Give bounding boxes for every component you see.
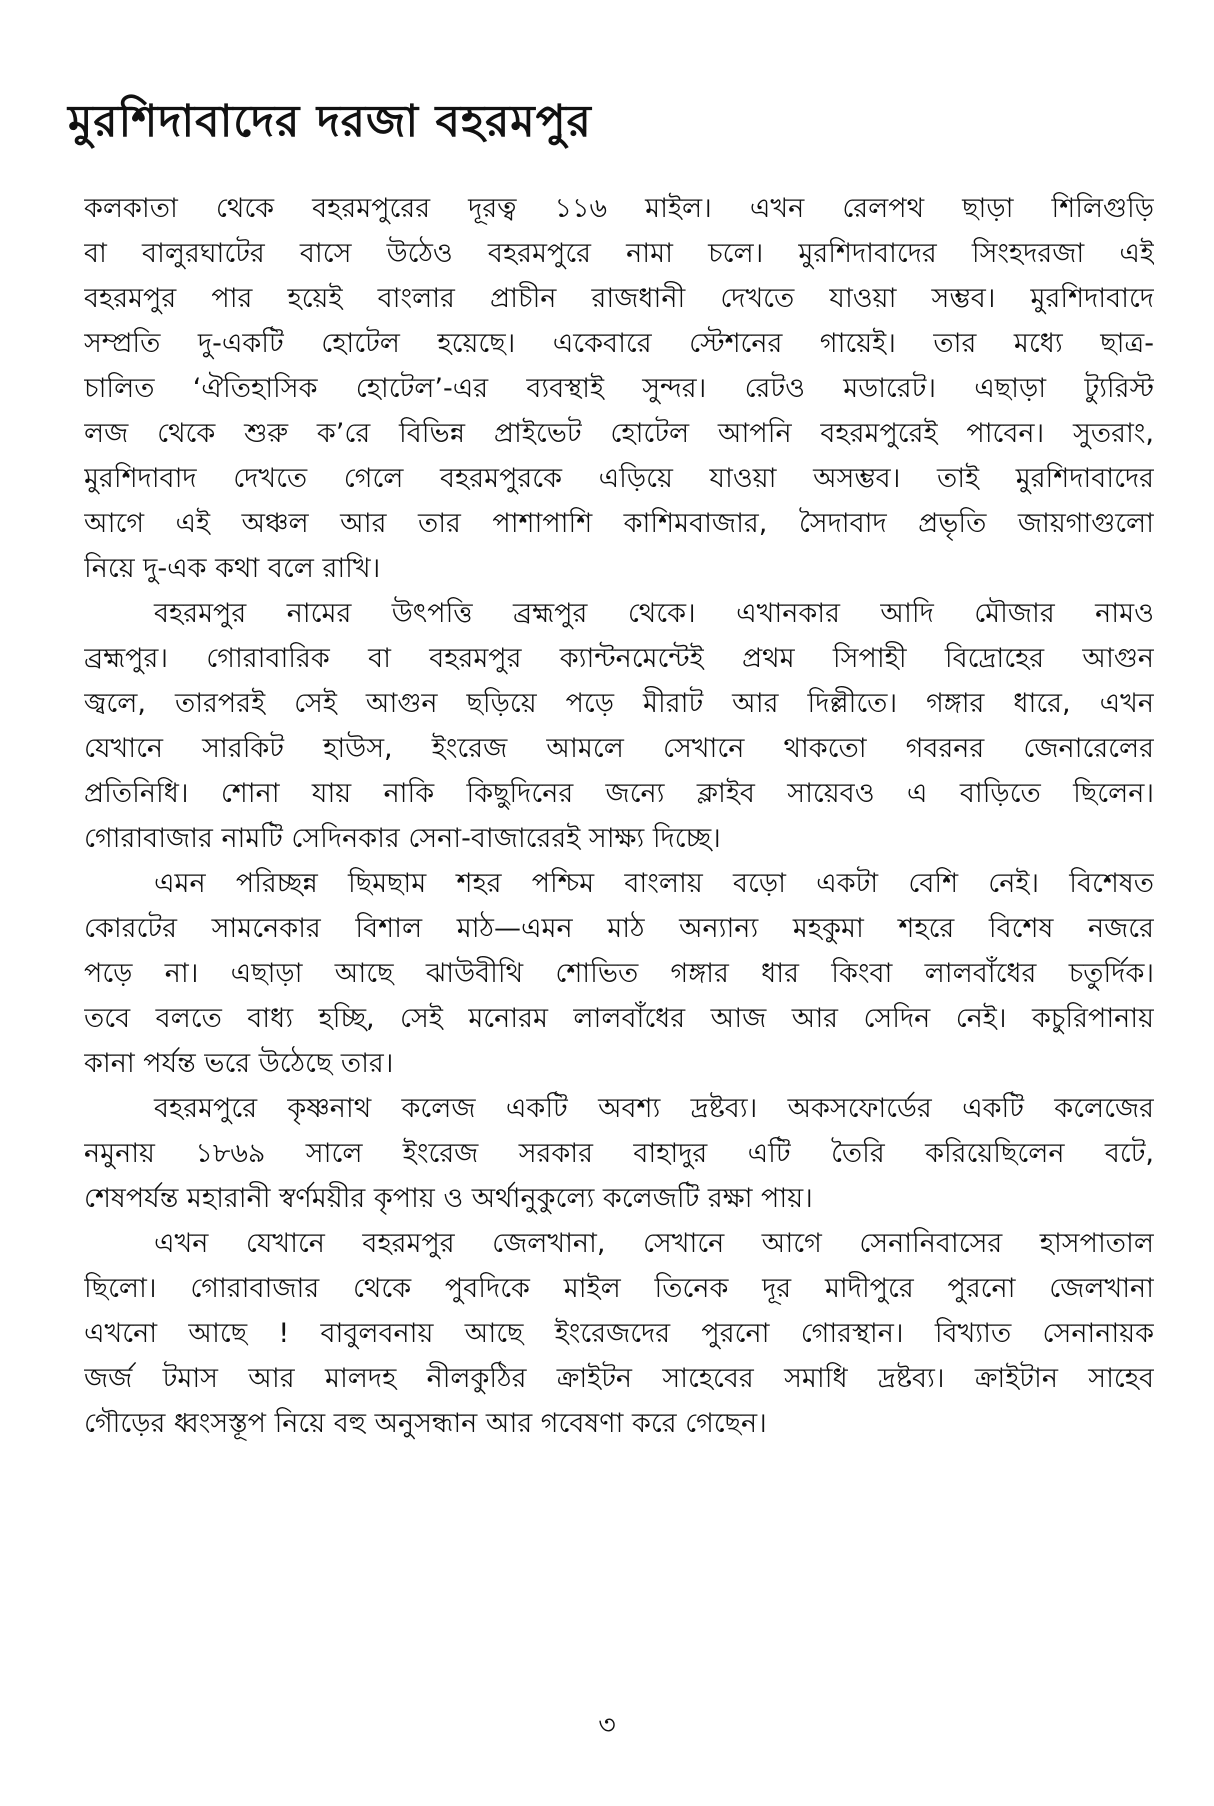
text-line: মুরশিদাবাদ দেখতে গেলে বহরমপুরকে এড়িয়ে যাওয়া অসম্ভব। তাই মুরশিদাবাদের <box>84 463 1154 494</box>
text-line: এমন পরিচ্ছন্ন ছিমছাম শহর পশ্চিম বাংলায় বড়ো একটা বেশি নেই। বিশেষত <box>154 868 1154 899</box>
text-line: বহরমপুর নামের উৎপত্তি ব্রহ্মপুর থেকে। এখানকার আদি মৌজার নামও <box>154 598 1154 629</box>
text-line: জ্বলে, তারপরই সেই আগুন ছড়িয়ে পড়ে মীরাট আর দিল্লীতে। গঙ্গার ধারে, এখন <box>84 688 1154 719</box>
text-line: জর্জ টমাস আর মালদহ নীলকুঠির ক্রাইটন সাহেবের সমাধি দ্রষ্টব্য। ক্রাইটান সাহেব <box>84 1363 1154 1394</box>
paragraph <box>84 1221 1154 1446</box>
text-line: শেষপর্যন্ত মহারানী স্বর্ণময়ীর কৃপায় ও অর্থানুকুল্যে কলেজটি রক্ষা পায়। <box>84 1183 813 1214</box>
text-line: নিয়ে দু-এক কথা বলে রাখি। <box>84 553 381 584</box>
text-line: তবে বলতে বাধ্য হচ্ছি, সেই মনোরম লালবাঁধের আজ আর সেদিন নেই। কচুরিপানায় <box>84 1003 1154 1034</box>
text-line: বহরমপুর পার হয়েই বাংলার প্রাচীন রাজধানী দেখতে যাওয়া সম্ভব। মুরশিদাবাদে <box>84 283 1154 314</box>
text-line: পড়ে না। এছাড়া আছে ঝাউবীথি শোভিত গঙ্গার ধার কিংবা লালবাঁধের চতুর্দিক। <box>84 958 1154 989</box>
paragraph <box>84 861 1154 1086</box>
paragraph <box>84 591 1154 861</box>
text-line: কলকাতা থেকে বহরমপুরের দূরত্ব ১১৬ মাইল। এখন রেলপথ ছাড়া শিলিগুড়ি <box>84 193 1154 224</box>
text-line: লজ থেকে শুরু ক’রে বিভিন্ন প্রাইভেট হোটেল আপনি বহরমপুরেই পাবেন। সুতরাং, <box>84 418 1154 449</box>
text-line: চালিত ‘ঐতিহাসিক হোটেল’-এর ব্যবস্থাই সুন্দর। রেটও মডারেট। এছাড়া ট্যুরিস্ট <box>84 373 1154 404</box>
text-line: গোরাবাজার নামটি সেদিনকার সেনা-বাজারেরই সাক্ষ্য দিচ্ছে। <box>84 823 721 854</box>
page-title: মুরশিদাবাদের দরজা বহরমপুর <box>68 96 592 147</box>
text-line: প্রতিনিধি। শোনা যায় নাকি কিছুদিনের জন্যে ক্লাইব সায়েবও এ বাড়িতে ছিলেন। <box>84 778 1154 809</box>
text-line: ব্রহ্মপুর। গোরাবারিক বা বহরমপুর ক্যান্টনমেন্টেই প্রথম সিপাহী বিদ্রোহের আগুন <box>84 643 1154 674</box>
page-number: ৩ <box>598 1710 616 1741</box>
text-line: গৌড়ের ধ্বংসস্তূপ নিয়ে বহু অনুসন্ধান আর গবেষণা করে গেছেন। <box>84 1408 767 1439</box>
text-line: যেখানে সারকিট হাউস, ইংরেজ আমলে সেখানে থাকতো গবরনর জেনারেলের <box>84 733 1154 764</box>
text-line: নমুনায় ১৮৬৯ সালে ইংরেজ সরকার বাহাদুর এটি তৈরি করিয়েছিলেন বটে, <box>84 1138 1154 1169</box>
text-line: বা বালুরঘাটের বাসে উঠেও বহরমপুরে নামা চলে। মুরশিদাবাদের সিংহদরজা এই <box>84 238 1154 269</box>
text-line: বহরমপুরে কৃষ্ণনাথ কলেজ একটি অবশ্য দ্রষ্টব্য। অকসফোর্ডের একটি কলেজের <box>154 1093 1154 1124</box>
paragraph <box>84 186 1154 591</box>
text-line: এখন যেখানে বহরমপুর জেলখানা, সেখানে আগে সেনানিবাসের হাসপাতাল <box>154 1228 1154 1259</box>
document-body <box>84 186 1154 1446</box>
paragraph <box>84 1086 1154 1221</box>
text-line: কানা পর্যন্ত ভরে উঠেছে তার। <box>84 1048 394 1079</box>
text-line: ছিলো। গোরাবাজার থেকে পুবদিকে মাইল তিনেক দূর মাদীপুরে পুরনো জেলখানা <box>84 1273 1154 1304</box>
text-line: সম্প্রতি দু-একটি হোটেল হয়েছে। একেবারে স্টেশনের গায়েই। তার মধ্যে ছাত্র- <box>84 328 1154 359</box>
text-line: এখনো আছে ! বাবুলবনায় আছে ইংরেজদের পুরনো গোরস্থান। বিখ্যাত সেনানায়ক <box>84 1318 1154 1349</box>
text-line: কোরটের সামনেকার বিশাল মাঠ—এমন মাঠ অন্যান্য মহকুমা শহরে বিশেষ নজরে <box>84 913 1154 944</box>
text-line: আগে এই অঞ্চল আর তার পাশাপাশি কাশিমবাজার, সৈদাবাদ প্রভৃতি জায়গাগুলো <box>84 508 1154 539</box>
